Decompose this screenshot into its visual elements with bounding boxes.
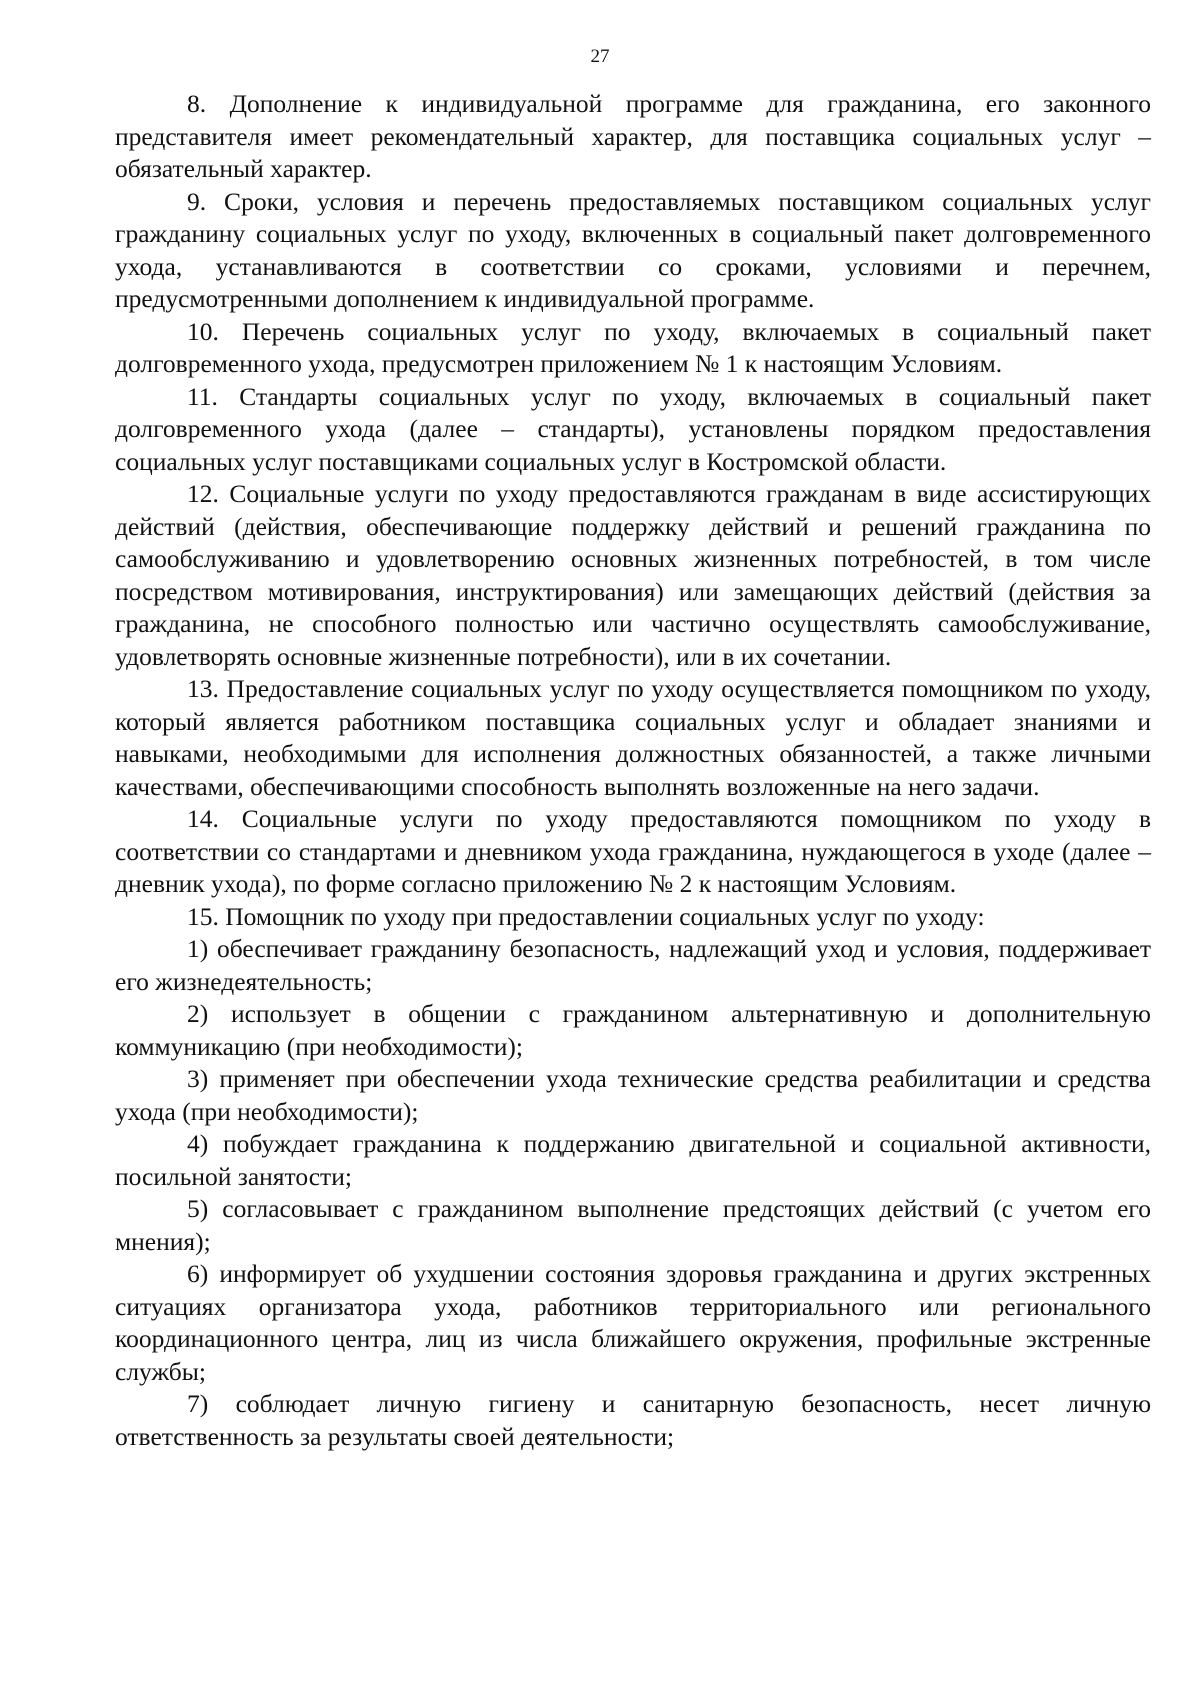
paragraph-14: 14. Социальные услуги по уходу предоставляются помощником по уходу в соответствии со стандартами и дневником ухода гражданина, нуждающегося в уходе (далее – дневник ухода), по форме согласно приложению № 2 к настоящим Условиям. [115,804,1151,898]
list-item-6: 6) информирует об ухудшении состояния здоровья гражданина и других экстренных ситуациях организатора ухода, работников территориального или регионального координационного центра, лиц из числа ближайшего окружения, профильные экстренные службы; [115,1259,1151,1386]
list-item-1: 1) обеспечивает гражданину безопасность, надлежащий уход и условия, поддерживает его жизнедеятельность; [115,934,1151,996]
list-item-4: 4) побуждает гражданина к поддержанию двигательной и социальной активности, посильной занятости; [115,1129,1151,1191]
list-item-3: 3) применяет при обеспечении ухода технические средства реабилитации и средства ухода (при необходимости); [115,1064,1151,1126]
list-item-5: 5) согласовывает с гражданином выполнение предстоящих действий (с учетом его мнения); [115,1194,1151,1256]
paragraph-8: 8. Дополнение к индивидуальной программе для гражданина, его законного представителя имеет рекомендательный характер, для поставщика социальных услуг – обязательный характер. [115,89,1151,183]
paragraph-11: 11. Стандарты социальных услуг по уходу, включаемых в социальный пакет долговременного ухода (далее – стандарты), установлены порядком предоставления социальных услуг поставщиками социальных услуг в Костромской области. [115,381,1151,476]
paragraph-9: 9. Сроки, условия и перечень предоставляемых поставщиком социальных услуг гражданину социальных услуг по уходу, включенных в социальный пакет долговременного ухода, устанавливаются в соответствии со сроками, условиями и перечнем, предусмотренными дополнением к индивидуальной программе. [115,186,1151,313]
paragraph-10: 10. Перечень социальных услуг по уходу, включаемых в социальный пакет долговременного ухода, предусмотрен приложением № 1 к настоящим Условиям. [115,316,1151,378]
page-number: 27 [590,46,610,67]
list-item-2: 2) использует в общении с гражданином альтернативную и дополнительную коммуникацию (при необходимости); [115,999,1151,1061]
list-item-7: 7) соблюдает личную гигиену и санитарную безопасность, несет личную ответственность за результаты своей деятельности; [115,1389,1151,1451]
paragraph-15: 15. Помощник по уходу при предоставлении социальных услуг по уходу: [187,901,985,931]
paragraph-12: 12. Социальные услуги по уходу предоставляются гражданам в виде ассистирующих действий (действия, обеспечивающие поддержку действий и решений гражданина по самообслуживанию и удовлетворению основных жизненных потребностей, в том числе посредством мотивирования, инструктирования) или замещающих действий (действия за гражданина, не способного полностью или частично осуществлять самообслуживание, удовлетворять основные жизненные потребности), или в их сочетании. [115,479,1151,671]
paragraph-13: 13. Предоставление социальных услуг по уходу осуществляется помощником по уходу, который является работником поставщика социальных услуг и обладает знаниями и навыками, необходимыми для исполнения должностных обязанностей, а также личными качествами, обеспечивающими способность выполнять возложенные на него задачи. [115,674,1151,801]
document-body [115,88,1151,1453]
